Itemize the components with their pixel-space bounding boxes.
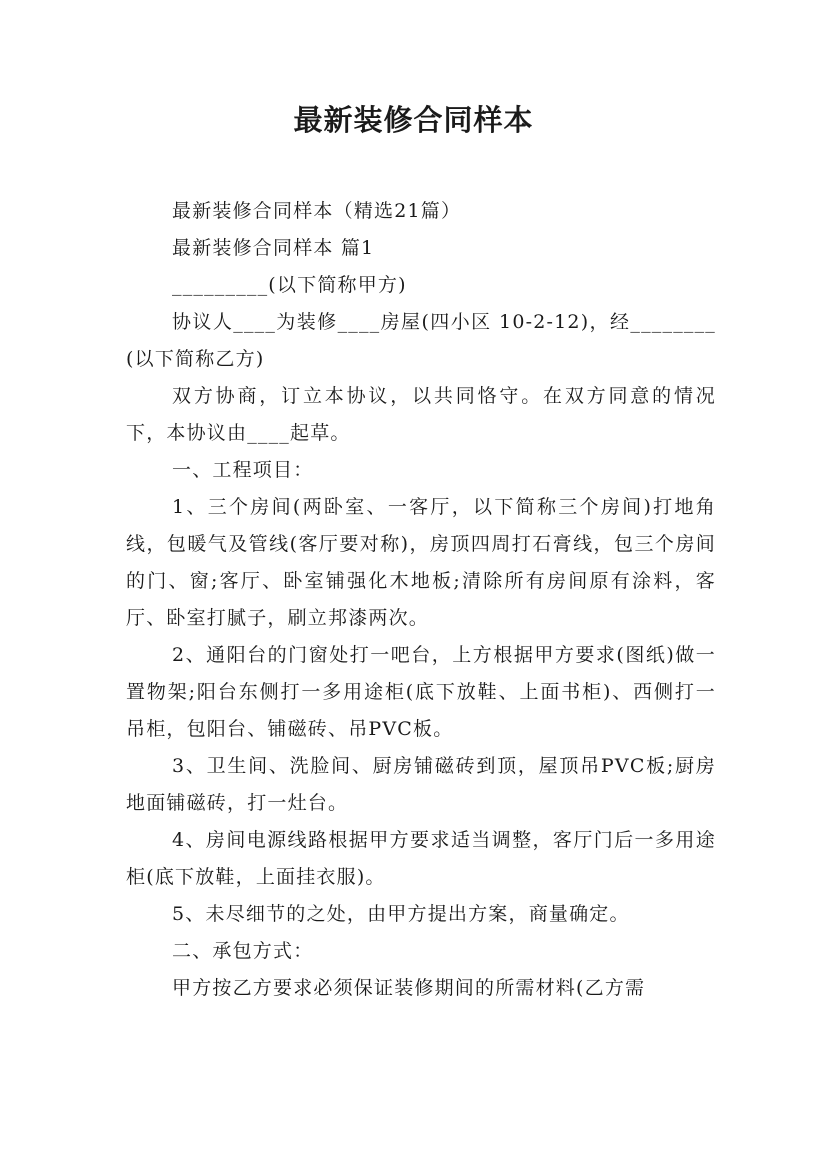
paragraph: 二、承包方式： — [172, 940, 314, 962]
document-title: 最新装修合同样本 — [293, 103, 534, 137]
paragraph: 协议人____为装修____房屋(四小区 10-2-12)，经________(以下简称乙方) — [126, 311, 716, 370]
paragraph: 2、通阳台的门窗处打一吧台，上方根据甲方要求(图纸)做一置物架;阳台东侧打一多用途柜(底下放鞋、上面书柜)、西侧打一吊柜，包阳台、铺磁砖、吊PVC板。 — [126, 644, 716, 740]
paragraph: 3、卫生间、洗脸间、厨房铺磁砖到顶，屋顶吊PVC板;厨房地面铺磁砖，打一灶台。 — [126, 755, 716, 814]
paragraph: 甲方按乙方要求必须保证装修期间的所需材料(乙方需 — [172, 977, 646, 999]
document-body — [126, 193, 716, 1007]
paragraph: 一、工程项目： — [172, 459, 314, 481]
paragraph: 双方协商，订立本协议，以共同恪守。在双方同意的情况下，本协议由____起草。 — [126, 385, 716, 444]
paragraph: 1、三个房间(两卧室、一客厅，以下简称三个房间)打地角线，包暖气及管线(客厅要对称)，房顶四周打石膏线，包三个房间的门、窗;客厅、卧室铺强化木地板;清除所有房间原有涂料，客厅、卧室打腻子，刷立邦漆两次。 — [126, 496, 716, 629]
paragraph: 4、房间电源线路根据甲方要求适当调整，客厅门后一多用途柜(底下放鞋，上面挂衣服)。 — [126, 829, 716, 888]
paragraph: _________(以下简称甲方) — [172, 274, 407, 296]
paragraph: 5、未尽细节的之处，由甲方提出方案，商量确定。 — [172, 903, 630, 925]
paragraph: 最新装修合同样本（精选21篇） — [172, 200, 462, 222]
paragraph: 最新装修合同样本 篇1 — [172, 237, 375, 259]
